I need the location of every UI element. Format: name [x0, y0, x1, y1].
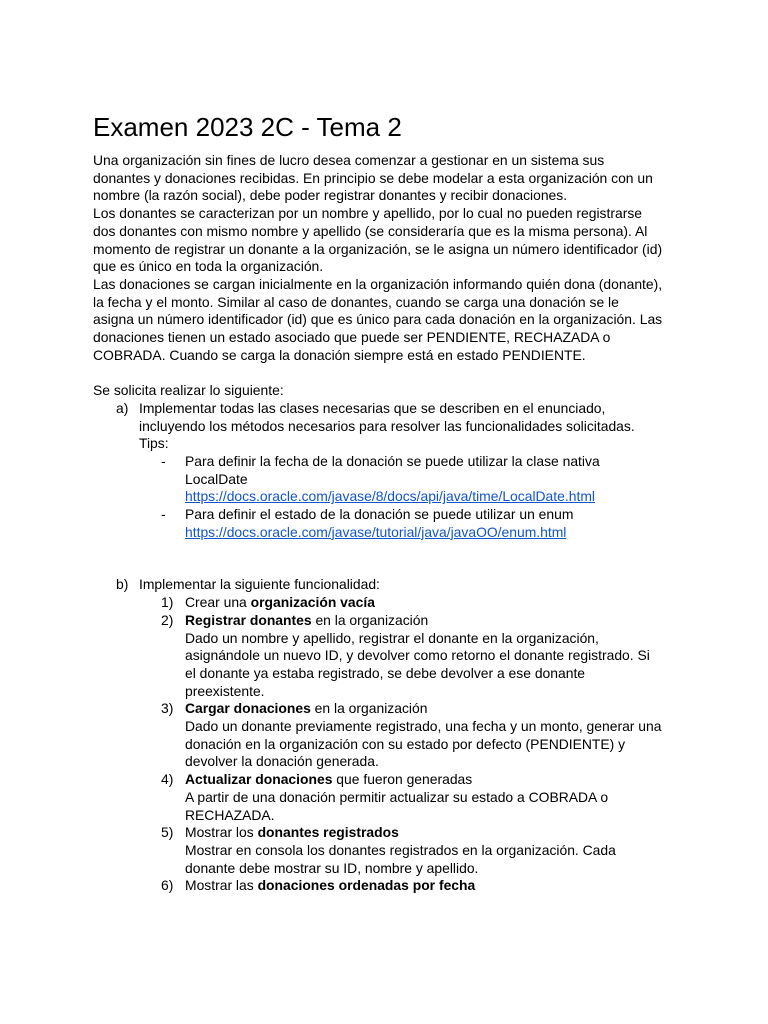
enum-doc-link[interactable]: https://docs.oracle.com/javase/tutorial/java/javaOO/enum.html [185, 523, 567, 540]
list-marker: - [161, 452, 166, 469]
functionality-description-line: el donante ya estaba registrado, se debe devolver a ese donante [185, 664, 586, 681]
localdate-doc-link[interactable]: https://docs.oracle.com/javase/8/docs/api/java/time/LocalDate.html [185, 488, 595, 505]
heading-post: que fueron generadas [332, 771, 473, 788]
intro-paragraph [93, 152, 683, 364]
functionality-item [93, 612, 683, 701]
list-marker: 1) [161, 594, 174, 611]
heading-bold: organización vacía [250, 594, 375, 611]
heading-post: en la organización [311, 611, 429, 628]
functionality-list [93, 594, 683, 895]
functionality-description-line: Dado un donante previamente registrado, una fecha y un monto, generar una [185, 718, 662, 735]
heading-bold: Actualizar donaciones [185, 771, 333, 788]
list-marker: - [161, 506, 166, 523]
functionality-item [93, 594, 683, 612]
list-marker: 3) [161, 700, 174, 717]
functionality-description-line: donante debe mostrar su ID, nombre y apellido. [185, 859, 479, 876]
functionality-heading [185, 612, 683, 630]
functionality-heading [185, 824, 683, 842]
list-item-a [93, 400, 683, 453]
intro-line: COBRADA. Cuando se carga la donación siempre está en estado PENDIENTE. [93, 346, 586, 363]
functionality-heading [185, 877, 683, 895]
list-item-b [93, 576, 683, 594]
intro-line: asigna un número identificador (id) que es único para cada donación en la organización. Las [93, 311, 663, 328]
heading-pre: Crear una [185, 594, 251, 611]
list-marker: a) [116, 399, 129, 416]
heading-bold: Cargar donaciones [185, 700, 311, 717]
item-a-line: Implementar todas las clases necesarias que se describen en el enunciado, [139, 399, 606, 416]
tips-label: Tips: [139, 435, 169, 452]
functionality-heading [185, 594, 683, 612]
list-marker: 5) [161, 824, 174, 841]
item-a-line: incluyendo los métodos necesarios para resolver las funcionalidades solicitadas. [139, 417, 635, 434]
tip-line: LocalDate [185, 470, 248, 487]
functionality-description-line: Dado un nombre y apellido, registrar el donante en la organización, [185, 629, 599, 646]
tip-item [93, 453, 683, 506]
functionality-description-line: A partir de una donación permitir actualizar su estado a COBRADA o [185, 788, 609, 805]
tip-line: Para definir el estado de la donación se puede utilizar un enum [185, 506, 574, 523]
heading-bold: donantes registrados [257, 824, 399, 841]
intro-line: la fecha y el monto. Similar al caso de donantes, cuando se carga una donación se le [93, 293, 619, 310]
intro-line: que es único en toda la organización. [93, 258, 324, 275]
functionality-description-line: devolver la donación generada. [185, 753, 379, 770]
functionality-item [93, 824, 683, 877]
list-marker: 4) [161, 771, 174, 788]
item-b-label: Implementar la siguiente funcionalidad: [139, 576, 380, 593]
intro-line: donaciones tienen un estado asociado que puede ser PENDIENTE, RECHAZADA o [93, 329, 611, 346]
tip-line: Para definir la fecha de la donación se puede utilizar la clase nativa [185, 452, 600, 469]
intro-line: Las donaciones se cargan inicialmente en la organización informando quién dona (donante), [93, 275, 663, 292]
intro-line: Una organización sin fines de lucro desea comenzar a gestionar en un sistema sus [93, 152, 605, 168]
document-title: Examen 2023 2C - Tema 2 [93, 112, 402, 142]
functionality-description-line: Mostrar en consola los donantes registrados en la organización. Cada [185, 842, 616, 858]
heading-pre: Mostrar los [185, 824, 258, 841]
functionality-item [93, 877, 683, 895]
heading-post: en la organización [310, 700, 428, 717]
functionality-item [93, 771, 683, 824]
intro-line: Los donantes se caracterizan por un nombre y apellido, por lo cual no pueden registrarse [93, 205, 643, 222]
functionality-heading [185, 771, 683, 789]
heading-pre: Mostrar las [185, 877, 258, 894]
functionality-description-line: RECHAZADA. [185, 806, 275, 823]
list-marker: b) [116, 576, 129, 593]
functionality-description-line: asignándole un nuevo ID, y devolver como retorno el donante registrado. Si [185, 647, 650, 664]
intro-line: donantes y donaciones recibidas. En principio se debe modelar a esta organización con un [93, 169, 653, 186]
functionality-description-line: preexistente. [185, 682, 265, 699]
tip-item [93, 506, 683, 541]
functionality-item [93, 700, 683, 771]
list-marker: 6) [161, 877, 174, 894]
heading-bold: Registrar donantes [185, 611, 312, 628]
heading-bold: donaciones ordenadas por fecha [257, 877, 476, 894]
list-marker: 2) [161, 611, 174, 628]
document-page [93, 112, 683, 895]
functionality-heading [185, 700, 683, 718]
request-line: Se solicita realizar lo siguiente: [93, 382, 284, 399]
intro-line: momento de registrar un donante a la organización, se le asigna un número identificador (id) [93, 240, 663, 257]
functionality-description-line: donación en la organización con su estado por defecto (PENDIENTE) y [185, 735, 626, 752]
intro-line: dos donantes con mismo nombre y apellido (se consideraría que es la misma persona). Al [93, 222, 648, 239]
intro-line: nombre (la razón social), debe poder registrar donantes y recibir donaciones. [93, 187, 568, 204]
